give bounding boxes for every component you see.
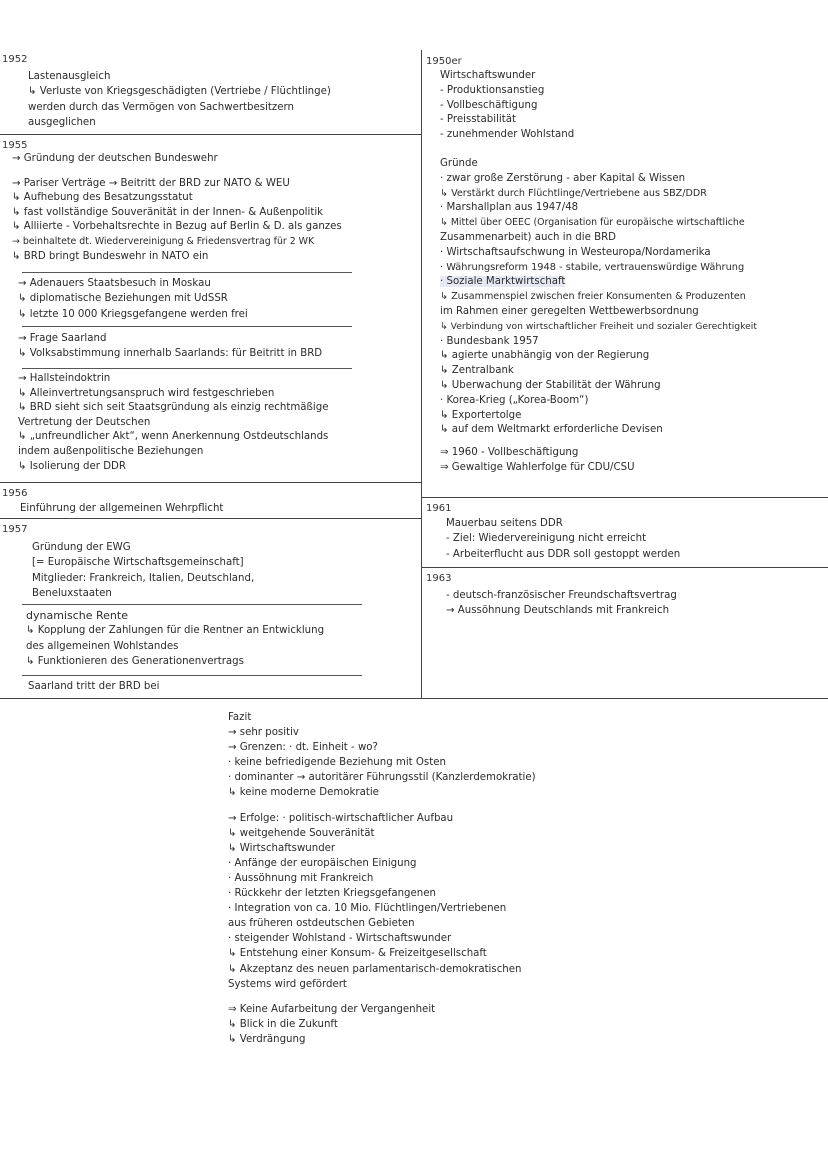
year-1950er: 1950er (426, 56, 462, 67)
note-line: Zusammenarbeit) auch in die BRD (440, 231, 616, 243)
note-line: → Gründung der deutschen Bundeswehr (12, 153, 218, 164)
note-line: werden durch das Vermögen von Sachwertbesitzern (28, 101, 294, 113)
separator-1955-c (22, 368, 352, 369)
note-line: Gründung der EWG (32, 542, 131, 553)
note-line: → sehr positiv (228, 727, 299, 739)
note-line: → Aussöhnung Deutschlands mit Frankreich (446, 605, 670, 617)
note-line: ↳ Verstärkt durch Flüchtlinge/Vertriebene aus SBZ/DDR (440, 187, 707, 199)
note-line: · keine befriedigende Beziehung mit Osten (228, 757, 446, 769)
note-line: → Grenzen: · dt. Einheit - wo? (228, 742, 378, 754)
divider-left-1952 (0, 134, 421, 135)
note-line: ↳ BRD bringt Bundeswehr in NATO ein (12, 250, 209, 262)
divider-right-1950er (421, 497, 828, 498)
note-line: · Korea-Krieg („Korea-Boom“) (440, 394, 589, 406)
column-divider (421, 50, 422, 698)
note-line: ↳ Funktionieren des Generationenvertrags (26, 656, 244, 668)
section-1957-rente (26, 608, 418, 670)
section-1950er (440, 69, 826, 476)
note-line: - deutsch-französischer Freundschaftsvertrag (446, 590, 677, 601)
note-line: · Aussöhnung mit Frankreich (228, 872, 374, 884)
note-line: ↳ Kopplung der Zahlungen für die Rentner an Entwicklung (26, 625, 325, 637)
note-line: ↳ Akzeptanz des neuen parlamentarisch-demokratischen (228, 963, 522, 975)
note-line: ↳ „unfreundlicher Akt“, wenn Anerkennung Ostdeutschlands (18, 431, 329, 443)
section-fazit (228, 710, 748, 1047)
divider-bottom (0, 698, 828, 699)
note-line: ↳ Exportertolge (440, 409, 522, 421)
section-1955-saarland (18, 331, 418, 362)
note-line (228, 992, 748, 1002)
note-line: ↳ BRD sieht sich seit Staatsgründung als einzig rechtmäßige (18, 402, 329, 414)
note-line: ↳ keine moderne Demokratie (228, 787, 379, 799)
note-line: im Rahmen einer geregelten Wettbewerbsordnung (440, 305, 699, 317)
note-line: ↳ Isolierung der DDR (18, 460, 126, 472)
note-line: ↳ Verluste von Kriegsgeschädigten (Vertriebe / Flüchtlinge) (28, 86, 331, 98)
note-line: Saarland tritt der BRD bei (28, 681, 160, 692)
divider-right-1961 (421, 567, 828, 568)
note-line: ↳ fast vollständige Souveränität in der Innen- & Außenpolitik (12, 206, 324, 218)
section-1957-saarland (28, 679, 418, 694)
year-1957: 1957 (2, 524, 28, 535)
note-line: indem außenpolitische Beziehungen (18, 445, 204, 457)
year-1963: 1963 (426, 573, 452, 584)
note-line: → Pariser Verträge → Beitritt der BRD zur NATO & WEU (12, 177, 290, 189)
note-line: ↳ Verbindung von wirtschaftlicher Freiheit und sozialer Gerechtigkeit (440, 320, 757, 332)
note-line: · Wirtschaftsaufschwung in Westeuropa/Nordamerika (440, 246, 711, 258)
note-line: - Arbeiterflucht aus DDR soll gestoppt werden (446, 548, 681, 560)
section-1955-hallstein (18, 372, 418, 474)
note-line: · Bundesbank 1957 (440, 335, 539, 347)
note-line: - Produktionsanstieg (440, 84, 545, 96)
separator-1955-a (22, 272, 352, 273)
note-line (440, 438, 826, 446)
note-line: Systems wird gefördert (228, 978, 347, 990)
note-line: ⇒ 1960 - Vollbeschäftigung (440, 447, 579, 459)
year-1955: 1955 (2, 140, 28, 151)
note-line (12, 167, 420, 177)
separator-1957-a (22, 604, 362, 605)
note-line: ⇒ Gewaltige Wahlerfolge für CDU/CSU (440, 461, 635, 473)
note-line: ↳ Überwachung der Stabilität der Währung (440, 379, 661, 391)
note-line: ↳ Aufhebung des Besatzungsstatut (12, 192, 193, 204)
year-1956: 1956 (2, 488, 28, 499)
section-1963 (446, 588, 826, 619)
note-line: ↳ Mittel über OEEC (Organisation für europäische wirtschaftliche (440, 217, 745, 229)
note-line: → Adenauers Staatsbesuch in Moskau (18, 278, 211, 289)
note-line: [= Europäische Wirtschaftsgemeinschaft] (32, 557, 244, 569)
note-line: aus früheren ostdeutschen Gebieten (228, 918, 415, 930)
section-1957-ewg (32, 540, 418, 602)
note-line: ↳ Zusammenspiel zwischen freier Konsumenten & Produzenten (440, 291, 746, 303)
note-line: ausgeglichen (28, 117, 96, 129)
note-line: · Anfänge der europäischen Einigung (228, 857, 417, 869)
section-1952 (28, 69, 418, 131)
note-line: ↳ agierte unabhängig von der Regierung (440, 350, 650, 362)
note-line: dynamische Rente (26, 609, 128, 622)
note-line: Wirtschaftswunder (440, 70, 536, 81)
note-line (228, 801, 748, 811)
note-line: - zunehmender Wohlstand (440, 129, 575, 141)
note-line: · Währungsreform 1948 - stabile, vertrauenswürdige Währung (440, 261, 745, 273)
divider-left-1955 (0, 482, 421, 483)
note-line: · Marshallplan aus 1947/48 (440, 202, 579, 214)
section-1955-bundeswehr (12, 152, 420, 264)
note-line: ↳ Volksabstimmung innerhalb Saarlands: für Beitritt in BRD (18, 348, 323, 360)
note-line: Beneluxstaaten (32, 588, 112, 600)
note-line: · Integration von ca. 10 Mio. Flüchtlingen/Vertriebenen (228, 903, 507, 915)
note-line: Einführung der allgemeinen Wehrpflicht (20, 503, 224, 514)
note-line: · zwar große Zerstörung - aber Kapital & Wissen (440, 172, 686, 184)
note-line: ↳ auf dem Weltmarkt erforderliche Devisen (440, 424, 663, 436)
note-line: - Vollbeschäftigung (440, 99, 538, 111)
divider-left-1956 (0, 518, 421, 519)
note-line: ↳ Wirtschaftswunder (228, 842, 336, 854)
note-line (440, 275, 600, 290)
note-line: → Erfolge: · politisch-wirtschaftlicher Aufbau (228, 812, 454, 824)
section-1956 (20, 501, 418, 516)
note-line: Mauerbau seitens DDR (446, 518, 563, 529)
note-line: · dominanter → autoritärer Führungsstil (Kanzlerdemokratie) (228, 772, 536, 784)
note-line: ↳ diplomatische Beziehungen mit UdSSR (18, 293, 228, 305)
fazit-title: Fazit (228, 712, 252, 723)
note-line: - Ziel: Wiedervereinigung nicht erreicht (446, 533, 647, 545)
note-line: ↳ Blick in die Zukunft (228, 1018, 338, 1030)
note-line: Gründe (440, 157, 478, 169)
note-line: ↳ Verdrängung (228, 1033, 306, 1045)
note-line: - Preisstabilität (440, 114, 516, 126)
note-line: Vertretung der Deutschen (18, 416, 151, 428)
year-1961: 1961 (426, 503, 452, 514)
note-line: ⇒ Keine Aufarbeitung der Vergangenheit (228, 1003, 436, 1015)
note-line: · steigender Wohlstand - Wirtschaftswunder (228, 933, 452, 945)
note-line: ↳ letzte 10 000 Kriegsgefangene werden frei (18, 308, 248, 320)
note-line: Lastenausgleich (28, 71, 111, 82)
note-line: ↳ Alliierte - Vorbehaltsrechte in Bezug auf Berlin & D. als ganzes (12, 221, 342, 233)
note-line (440, 143, 826, 157)
note-line: ↳ weitgehende Souveränität (228, 827, 375, 839)
highlight-soziale-marktwirtschaft: · Soziale Marktwirtschaft (440, 276, 566, 288)
note-line: Mitglieder: Frankreich, Italien, Deutschland, (32, 572, 255, 584)
year-1952: 1952 (2, 54, 28, 65)
separator-1957-b (22, 675, 362, 676)
note-line: → Frage Saarland (18, 333, 107, 344)
note-line: · Rückkehr der letzten Kriegsgefangenen (228, 888, 436, 900)
note-line: ↳ Alleinvertretungsanspruch wird festgeschrieben (18, 387, 275, 399)
note-line: ↳ Zentralbank (440, 365, 514, 377)
note-line: des allgemeinen Wohlstandes (26, 640, 179, 652)
note-line: → Hallsteindoktrin (18, 373, 111, 384)
note-line: → beinhaltete dt. Wiedervereinigung & Friedensvertrag für 2 WK (12, 235, 315, 247)
note-line: ↳ Entstehung einer Konsum- & Freizeitgesellschaft (228, 948, 487, 960)
section-1961 (446, 516, 826, 562)
separator-1955-b (22, 326, 352, 327)
section-1955-moskau (18, 276, 418, 322)
